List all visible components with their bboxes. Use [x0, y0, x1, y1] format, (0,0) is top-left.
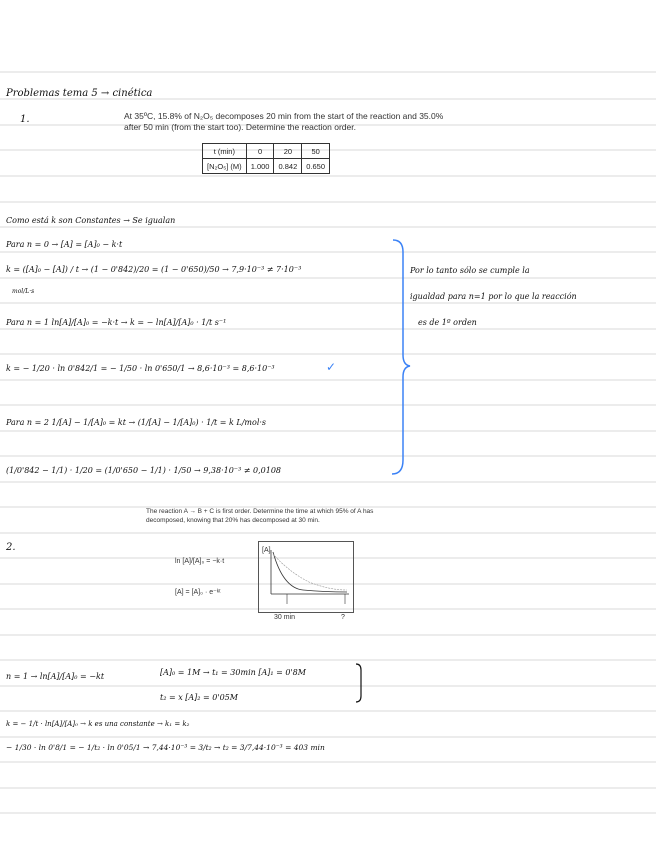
handwritten-note: (1/0'842 − 1/1) · 1/20 = (1/0'650 − 1/1) · 1/50 → 9,38·10⁻³ ≠ 0,0108: [6, 466, 282, 475]
formula-log: ln [A]/[A]₀ = −k·t: [175, 558, 225, 565]
table-cell: 50: [302, 144, 330, 159]
handwritten-note: k = − 1/t · ln[A]/[A]₀ → k es una constante → k₁ = k₂: [6, 720, 190, 728]
table-cell: 0.842: [274, 159, 302, 174]
table-cell: 0.650: [302, 159, 330, 174]
problem-number: 2.: [6, 542, 16, 553]
conclusion-line: Por lo tanto sólo se cumple la: [410, 266, 530, 275]
table-row: [203, 144, 330, 159]
data-table: [202, 143, 330, 174]
handwritten-note: Para n = 1 ln[A]/[A]₀ = −k·t → k = − ln[A]/[A]₀ · 1/t s⁻¹: [6, 318, 227, 327]
table-cell: 0: [246, 144, 274, 159]
handwritten-note: Para n = 2 1/[A] − 1/[A]₀ = kt → (1/[A] − 1/[A]₀) · 1/t = k L/mol·s: [6, 418, 267, 427]
table-row: [203, 159, 330, 174]
handwritten-note: k = ([A]₀ − [A]) / t → (1 − 0'842)/20 = (1 − 0'650)/50 → 7,9·10⁻³ ≠ 7·10⁻³: [6, 265, 302, 274]
table-cell: 1.000: [246, 159, 274, 174]
handwritten-note: n = 1 → ln[A]/[A]₀ = −kt: [6, 672, 105, 681]
check-icon: ✓: [326, 360, 337, 374]
page-title: Problemas tema 5 → cinética: [6, 88, 153, 99]
graph-x-label: 30 min: [274, 614, 296, 621]
table-cell: t (min): [203, 144, 247, 159]
problem-number: 1.: [20, 114, 30, 125]
handwritten-note: k = − 1/20 · ln 0'842/1 = − 1/50 · ln 0'650/1 → 8,6·10⁻³ = 8,6·10⁻³: [6, 364, 275, 373]
handwritten-note: Como está k son Constantes → Se igualan: [6, 216, 176, 225]
problem-statement: The reaction A → B + C is first order. Determine the time at which 95% of A has decomposed, knowing that 20% has decomposed at 30 min.: [146, 508, 374, 524]
handwritten-units: mol/L·s: [12, 288, 35, 295]
table-cell: [N₂O₅] (M): [203, 159, 247, 174]
handwritten-note: Para n = 0 → [A] = [A]₀ − k·t: [6, 240, 123, 249]
conclusion-line: es de 1º orden: [418, 318, 477, 327]
formula-exp: [A] = [A]₀ · e⁻ᵏᵗ: [175, 589, 221, 596]
graph-y-label: [A]: [262, 547, 271, 554]
problem-statement: At 35ºC, 15.8% of N₂O₅ decomposes 20 min from the start of the reaction and 35.0% after 50 min (from the start too). Determine the reaction order.: [124, 111, 444, 132]
decay-graph: [258, 541, 354, 613]
decay-curve: [259, 542, 353, 612]
handwritten-note: [A]₀ = 1M → t₁ = 30min [A]₁ = 0'8M: [160, 668, 306, 677]
handwritten-note: t₂ = x [A]₂ = 0'05M: [160, 693, 238, 702]
conclusion-line: igualdad para n=1 por lo que la reacción: [410, 292, 577, 301]
table-cell: 20: [274, 144, 302, 159]
handwritten-note: − 1/30 · ln 0'8/1 = − 1/t₂ · ln 0'05/1 → 7,44·10⁻³ = 3/t₂ → t₂ = 3/7,44·10⁻³ = 403 min: [6, 743, 325, 752]
graph-x-label: ?: [341, 614, 345, 621]
